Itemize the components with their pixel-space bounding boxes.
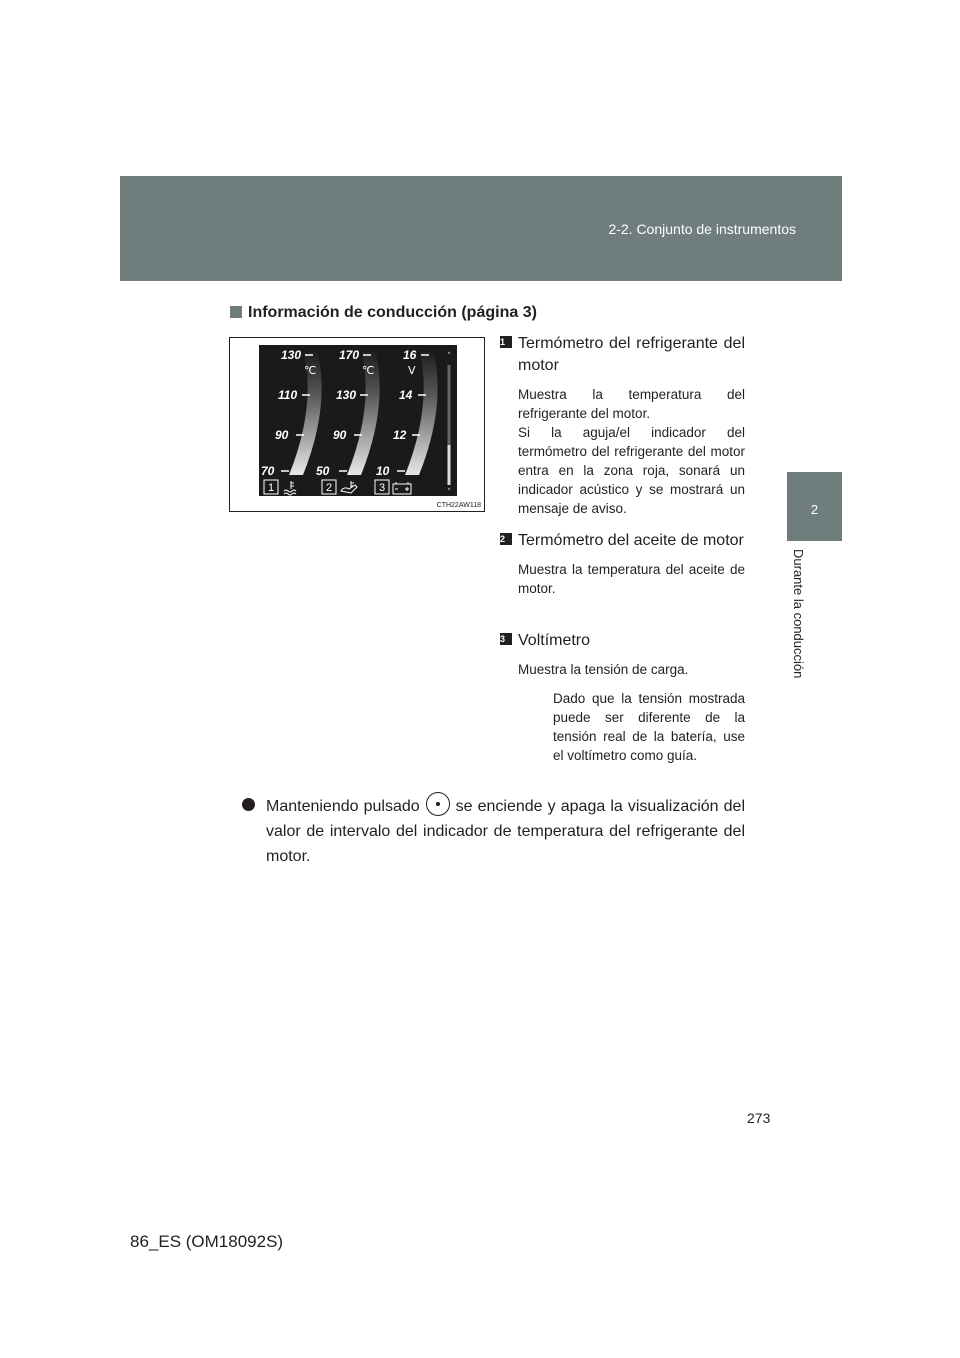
item-title (500, 333, 745, 377)
item-warning-description: Si la aguja/el indicador del termómetro del refrigerante del motor entra en la zona roja, sonará un indicador acústico y se mostrará un mensaje de aviso. (518, 425, 745, 516)
gauge-badge: 2 (325, 482, 333, 494)
gauge-1-tick: 90 (275, 428, 289, 442)
item-description: Muestra la tensión de carga. (518, 662, 689, 677)
manual-code: 86_ES (OM18092S) (130, 1232, 284, 1251)
gauge-2-tick: 90 (333, 428, 347, 442)
chapter-label: Durante la conducción (791, 549, 806, 679)
square-bullet-icon (230, 306, 242, 318)
item-coolant-thermometer (500, 333, 745, 518)
gauge-3-tick: 10 (376, 464, 390, 478)
gauge-3-tick: 14 (399, 388, 413, 402)
figure-code: CTH22AW118 (436, 502, 481, 509)
page-number: 273 (747, 1110, 771, 1126)
gauge-3-tick: 12 (393, 428, 407, 442)
gauge-badge: 1 (267, 482, 275, 494)
item-title (500, 530, 745, 552)
gauge-2-unit: ℃ (362, 364, 375, 377)
item-title (500, 630, 745, 652)
gauge-1-tick: 130 (281, 348, 302, 362)
battery-icon (393, 482, 411, 494)
item-oil-thermometer (500, 530, 745, 598)
gauge-display (259, 345, 457, 496)
item-badge: 2 (500, 533, 512, 545)
bullet-text-after: se enciende y apaga la visualización del valor de intervalo del indicador de temperatura del refrigerante del motor. (266, 798, 745, 865)
gauge-badges (264, 480, 389, 494)
header-band (120, 176, 842, 281)
item-badge: 3 (500, 633, 512, 645)
section-heading-text: Información de conducción (página 3) (248, 304, 537, 321)
chapter-tab (787, 472, 842, 541)
item-badge: 1 (500, 336, 512, 348)
item-title-text: Termómetro del aceite de motor (518, 532, 744, 549)
instrument-figure (229, 337, 485, 512)
chapter-number: 2 (810, 502, 819, 517)
gauge-1-unit: ℃ (304, 364, 317, 377)
oil-temperature-icon (341, 481, 357, 493)
section-breadcrumb: 2-2. Conjunto de instrumentos (608, 221, 796, 237)
scroll-up-icon: ˄ (446, 352, 452, 362)
voltmeter-note: Dado que la tensión mostrada puede ser diferente de la tensión real de la batería, use el voltímetro como guía. (553, 691, 745, 763)
gauge-svg (259, 345, 457, 496)
gauge-badge: 3 (378, 482, 386, 494)
bullet-paragraph (238, 792, 745, 869)
item-title-text: Voltímetro (518, 632, 591, 649)
bullet-text-before: Manteniendo pulsado (266, 798, 420, 815)
item-description: Muestra la temperatura del refrigerante del motor. (518, 387, 745, 421)
bullet-dot-icon (242, 798, 255, 811)
gauge-1-tick: 70 (261, 464, 275, 478)
coolant-temperature-icon (284, 481, 296, 495)
gauge-2-tick: 50 (316, 464, 330, 478)
item-title-text: Termómetro del refrigerante del motor (518, 335, 745, 374)
item-description: Muestra la temperatura del aceite de motor. (518, 562, 745, 596)
gauge-1-tick: 110 (278, 388, 298, 402)
section-heading (230, 304, 537, 322)
gauge-2-tick: 170 (339, 348, 360, 362)
gauge-3-unit: V (408, 364, 416, 377)
scroll-down-icon: ˅ (446, 488, 452, 496)
gauge-2-tick: 130 (336, 388, 357, 402)
item-voltmeter (500, 630, 745, 679)
select-button-icon (426, 792, 450, 816)
gauge-3-tick: 16 (403, 348, 417, 362)
